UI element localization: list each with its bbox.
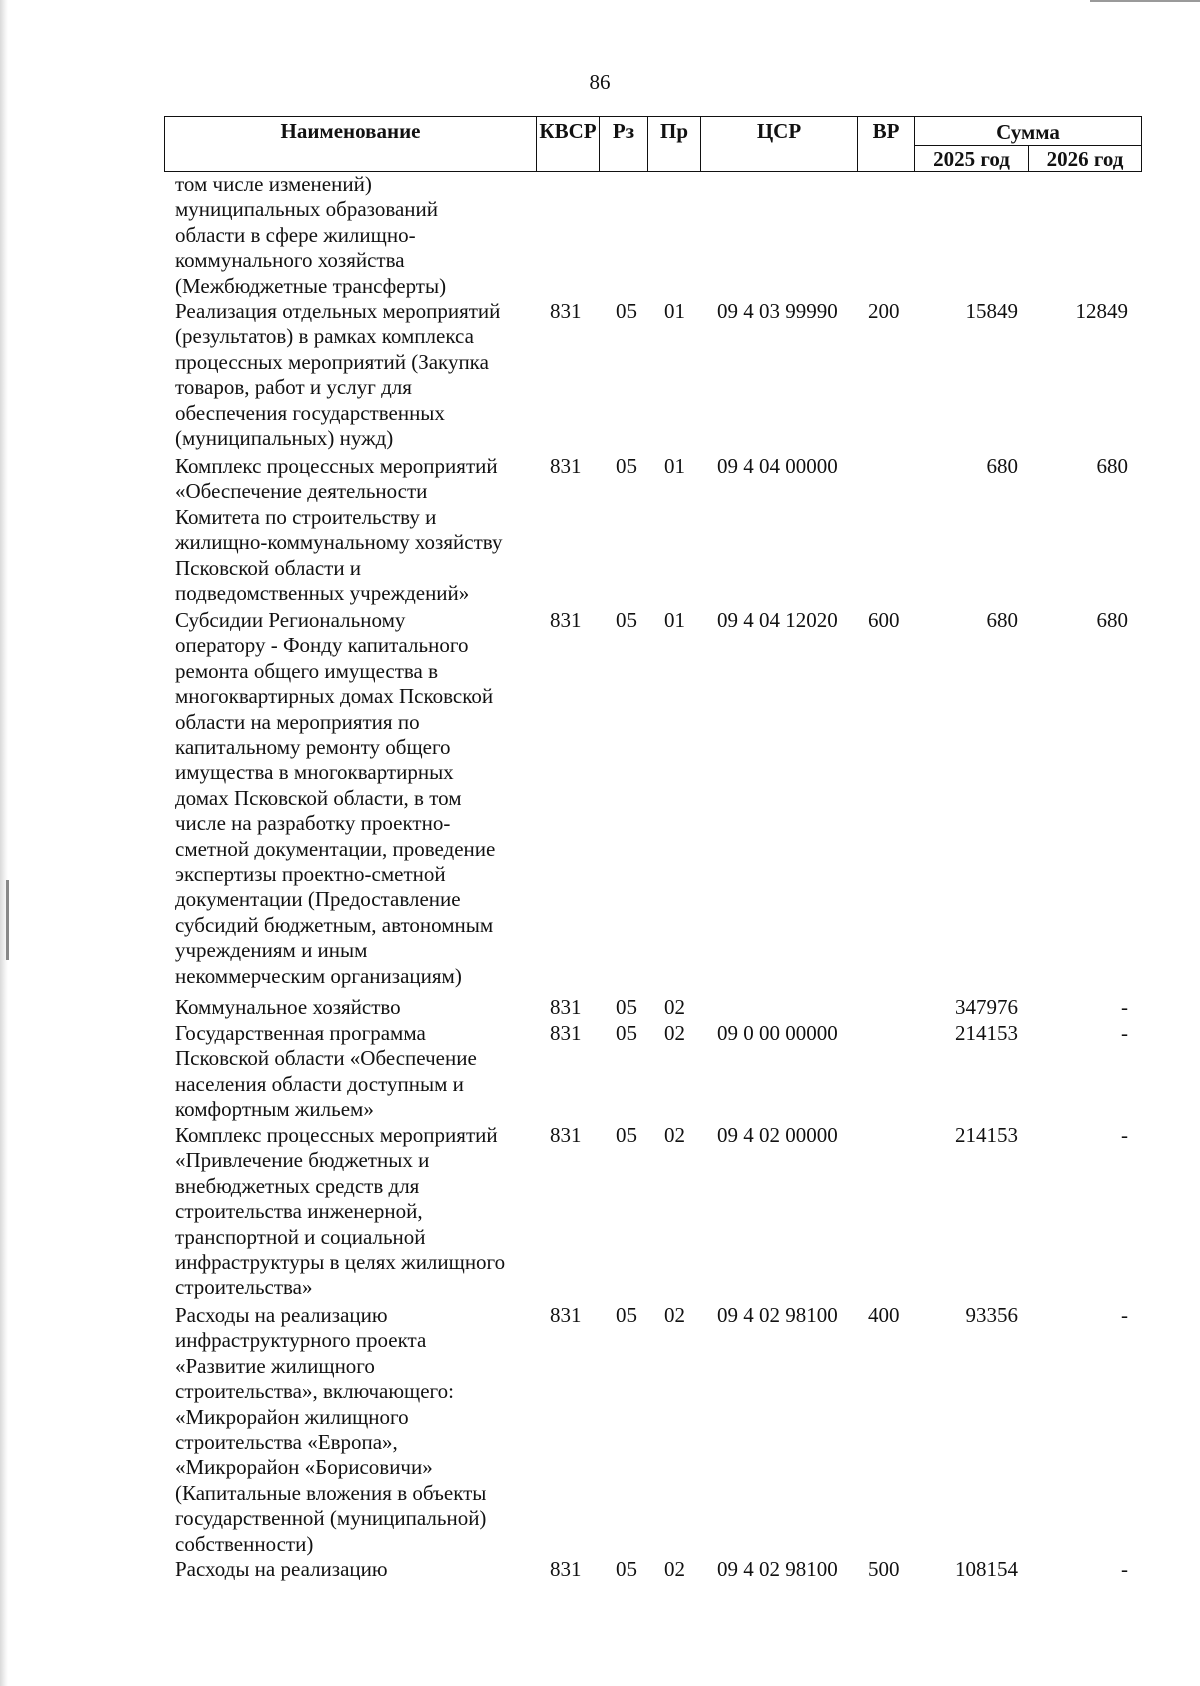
row-pr: 02	[664, 1021, 685, 1045]
row-rz: 05	[616, 1123, 637, 1147]
row-kvsr: 831	[550, 1123, 582, 1147]
row-kvsr: 831	[550, 299, 582, 323]
header-sum-label: Сумма	[996, 120, 1060, 144]
header-sum	[914, 116, 1142, 146]
header-2025	[914, 145, 1029, 172]
row-kvsr: 831	[550, 995, 582, 1019]
row-name: Расходы на реализацию инфраструктурного проекта «Развитие жилищного строительства», включающего: «Микрорайон жилищного строительства «Европа», «Микрорайон «Борисовичи» (Капитальные вложения в объекты государственной (муниципальной) собственности)	[175, 1303, 487, 1556]
row-name: том числе изменений) муниципальных образований области в сфере жилищно- коммунального хозяйства (Межбюджетные трансферты)	[175, 172, 447, 298]
row-pr: 02	[664, 1303, 685, 1327]
header-rz	[599, 116, 648, 172]
row-name: Комплекс процессных мероприятий «Привлечение бюджетных и внебюджетных средств для строительства инженерной, транспортной и социальной инфраструктуры в целях жилищного строительства»	[175, 1123, 506, 1300]
row-name: Реализация отдельных мероприятий (результатов) в рамках комплекса процессных мероприятий (Закупка товаров, работ и услуг для обеспечения государственных (муниципальных) нужд)	[175, 299, 501, 451]
row-rz: 05	[616, 454, 637, 478]
row-sum-2025: 347976	[955, 995, 1018, 1019]
row-sum-2025: 214153	[955, 1123, 1018, 1147]
header-2025-label: 2025 год	[933, 147, 1010, 171]
row-sum-2026: 12849	[1075, 299, 1128, 323]
row-kvsr: 831	[550, 454, 582, 478]
row-csr: 09 4 02 98100	[717, 1557, 838, 1581]
row-sum-2026: 680	[1096, 608, 1128, 632]
row-name: Расходы на реализацию	[175, 1557, 388, 1581]
scan-edge-top	[1090, 0, 1200, 2]
header-rz-label: Рз	[612, 119, 635, 143]
table-header	[164, 116, 1142, 172]
row-csr: 09 4 02 00000	[717, 1123, 838, 1147]
row-sum-2025: 15849	[965, 299, 1018, 323]
row-name: Коммунальное хозяйство	[175, 995, 401, 1019]
row-name: Комплекс процессных мероприятий «Обеспечение деятельности Комитета по строительству и жилищно-коммунальному хозяйству Псковской области и подведомственных учреждений»	[175, 454, 503, 606]
row-pr: 01	[664, 299, 685, 323]
row-csr: 09 0 00 00000	[717, 1021, 838, 1045]
header-csr	[700, 116, 858, 172]
row-csr: 09 4 04 12020	[717, 608, 838, 632]
header-2026	[1028, 145, 1142, 172]
header-kvsr-label: КВСР	[539, 119, 597, 143]
header-vr	[857, 116, 915, 172]
scan-edge-left	[0, 0, 8, 1686]
row-vr: 400	[868, 1303, 900, 1327]
row-rz: 05	[616, 995, 637, 1019]
row-rz: 05	[616, 1557, 637, 1581]
header-pr	[647, 116, 701, 172]
row-kvsr: 831	[550, 608, 582, 632]
row-rz: 05	[616, 1303, 637, 1327]
scan-mark	[6, 880, 9, 960]
header-name	[164, 116, 537, 172]
row-kvsr: 831	[550, 1303, 582, 1327]
row-sum-2026: -	[1121, 1021, 1128, 1045]
row-csr: 09 4 03 99990	[717, 299, 838, 323]
row-sum-2026: -	[1121, 1557, 1128, 1581]
row-name: Государственная программа Псковской области «Обеспечение населения области доступным и комфортным жильем»	[175, 1021, 477, 1122]
row-sum-2025: 214153	[955, 1021, 1018, 1045]
header-csr-label: ЦСР	[756, 119, 802, 143]
row-pr: 02	[664, 995, 685, 1019]
row-sum-2025: 680	[986, 454, 1018, 478]
row-sum-2026: -	[1121, 1123, 1128, 1147]
page-number: 86	[589, 70, 611, 94]
row-sum-2025: 93356	[965, 1303, 1018, 1327]
row-pr: 01	[664, 608, 685, 632]
row-vr: 600	[868, 608, 900, 632]
row-sum-2025: 108154	[955, 1557, 1018, 1581]
row-pr: 01	[664, 454, 685, 478]
row-kvsr: 831	[550, 1557, 582, 1581]
row-sum-2025: 680	[986, 608, 1018, 632]
header-2026-label: 2026 год	[1046, 147, 1124, 171]
row-vr: 200	[868, 299, 900, 323]
row-rz: 05	[616, 1021, 637, 1045]
row-sum-2026: 680	[1096, 454, 1128, 478]
row-pr: 02	[664, 1557, 685, 1581]
row-csr: 09 4 02 98100	[717, 1303, 838, 1327]
row-csr: 09 4 04 00000	[717, 454, 838, 478]
row-sum-2026: -	[1121, 1303, 1128, 1327]
row-rz: 05	[616, 299, 637, 323]
header-pr-label: Пр	[659, 119, 688, 143]
row-sum-2026: -	[1121, 995, 1128, 1019]
row-vr: 500	[868, 1557, 900, 1581]
row-kvsr: 831	[550, 1021, 582, 1045]
header-vr-label: ВР	[872, 119, 900, 143]
row-pr: 02	[664, 1123, 685, 1147]
row-name: Субсидии Региональному оператору - Фонду капитального ремонта общего имущества в многоквартирных домах Псковской области на мероприятия по капитальному ремонту общего имущества в многоквартирных домах Псковской области, в том числе на разработку проектно- сметной документации, проведение экспертизы проектно-сметной документации (Предоставление субсидий бюджетным, автономным учреждениям и иным некоммерческим организациям)	[175, 608, 496, 988]
header-kvsr	[536, 116, 600, 172]
row-rz: 05	[616, 608, 637, 632]
header-name-label: Наименование	[280, 119, 421, 143]
